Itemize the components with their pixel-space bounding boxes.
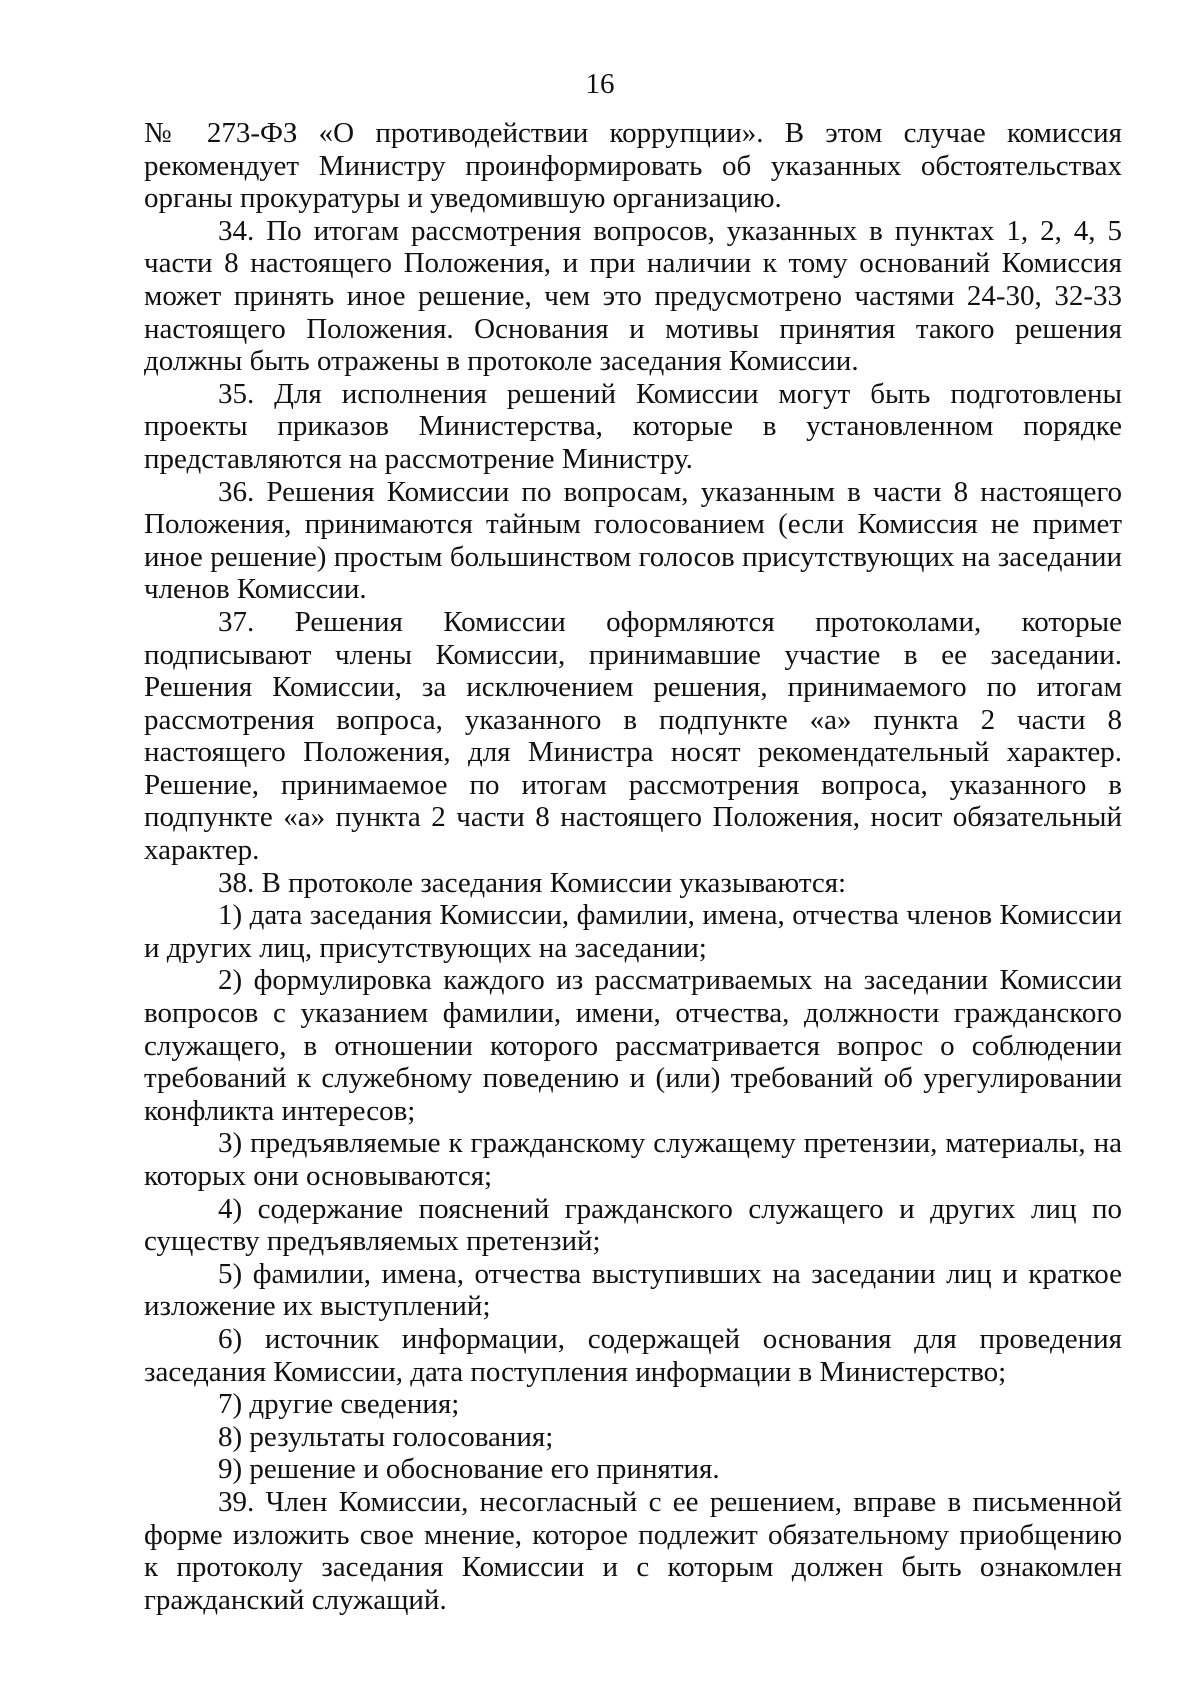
- list-item-4: 4) содержание пояснений гражданского служащего и других лиц по существу предъявляемых претензий;: [144, 1192, 1122, 1258]
- paragraph-39: 39. Член Комиссии, несогласный с ее решением, вправе в письменной форме изложить свое мнение, которое подлежит обязательному приобщению к протоколу заседания Комиссии и с которым должен быть ознакомлен гражданский служащий.: [144, 1485, 1122, 1616]
- paragraph-34: 34. По итогам рассмотрения вопросов, указанных в пунктах 1, 2, 4, 5 части 8 настоящего Положения, и при наличии к тому оснований Комиссия может принять иное решение, чем это предусмотрено частями 24-30, 32-33 настоящего Положения. Основания и мотивы принятия такого решения должны быть отражены в протоколе заседания Комиссии.: [144, 214, 1122, 378]
- page-number: 16: [585, 68, 615, 100]
- list-item-2: 2) формулировка каждого из рассматриваемых на заседании Комиссии вопросов с указанием фамилии, имени, отчества, должности гражданского служащего, в отношении которого рассматривается вопрос о соблюдении требований к служебному поведению и (или) требований об урегулировании конфликта интересов;: [144, 964, 1122, 1127]
- list-item-8: 8) результаты голосования;: [218, 1420, 554, 1453]
- list-item-3: 3) предъявляемые к гражданскому служащему претензии, материалы, на которых они основываются;: [144, 1127, 1122, 1192]
- document-body: [144, 117, 1122, 1616]
- paragraph-continuation: № 273-ФЗ «О противодействии коррупции». В этом случае комиссия рекомендует Министру проинформировать об указанных обстоятельствах органы прокуратуры и уведомившую организацию.: [144, 117, 1122, 215]
- list-item-1: 1) дата заседания Комиссии, фамилии, имена, отчества членов Комиссии и других лиц, присутствующих на заседании;: [144, 899, 1122, 964]
- list-item-9: 9) решение и обоснование его принятия.: [218, 1453, 720, 1486]
- paragraph-35: 35. Для исполнения решений Комиссии могут быть подготовлены проекты приказов Министерства, которые в установленном порядке представляются на рассмотрение Министру.: [144, 377, 1122, 475]
- paragraph-38: 38. В протоколе заседания Комиссии указываются:: [218, 866, 847, 899]
- paragraph-36: 36. Решения Комиссии по вопросам, указанным в части 8 настоящего Положения, принимаются тайным голосованием (если Комиссия не примет иное решение) простым большинством голосов присутствующих на заседании членов Комиссии.: [144, 475, 1122, 606]
- list-item-6: 6) источник информации, содержащей основания для проведения заседания Комиссии, дата поступления информации в Министерство;: [144, 1322, 1122, 1388]
- list-item-5: 5) фамилии, имена, отчества выступивших на заседании лиц и краткое изложение их выступлений;: [144, 1257, 1122, 1323]
- paragraph-37: 37. Решения Комиссии оформляются протоколами, которые подписывают члены Комиссии, принимавшие участие в ее заседании. Решения Комиссии, за исключением решения, принимаемого по итогам рассмотрения вопроса, указанного в подпункте «а» пункта 2 части 8 настоящего Положения, для Министра носят рекомендательный характер. Решение, принимаемое по итогам рассмотрения вопроса, указанного в подпункте «а» пункта 2 части 8 настоящего Положения, носит обязательный характер.: [144, 605, 1122, 867]
- list-item-7: 7) другие сведения;: [218, 1388, 460, 1421]
